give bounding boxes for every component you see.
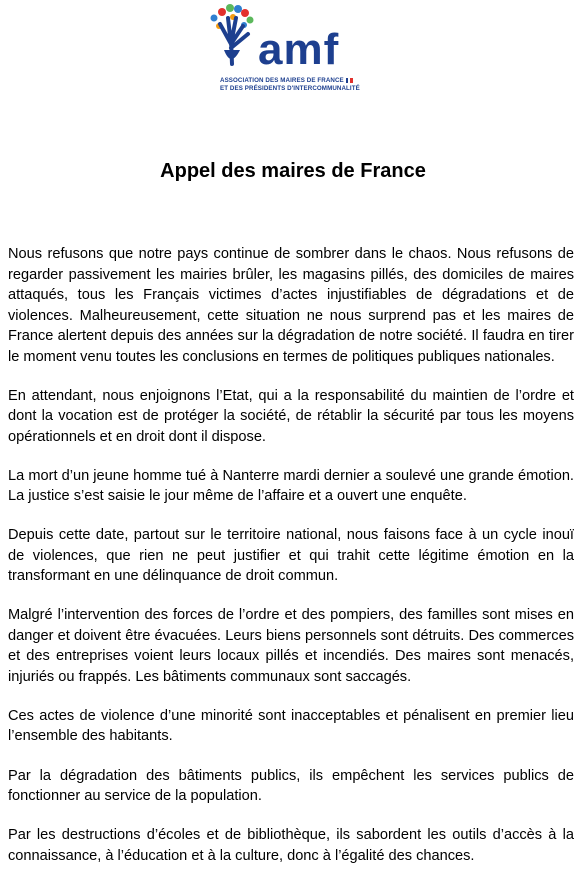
paragraph: Malgré l’intervention des forces de l’ordre et des pompiers, des familles sont mises en danger et doivent être évacuées. Leurs biens personnels sont détruits. Des commerces et des entreprises voient leurs locaux pillés et incendiés. Des maires sont menacés, injuriés ou frappés. Les bâtiments communaux sont saccagés. [8,607,574,685]
logo-subtitle-line1: ASSOCIATION DES MAIRES DE FRANCE [220,77,344,84]
paragraph: La mort d’un jeune homme tué à Nanterre mardi dernier a soulevé une grande émotion. La justice s’est saisie le jour même de l’affaire et a ouvert une enquête. [8,467,574,505]
amf-logo [200,4,390,96]
logo-subtitle [220,77,390,93]
paragraph: Par les destructions d’écoles et de bibliothèque, ils sabordent les outils d’accès à la connaissance, à l’éducation et à la culture, donc à l’égalité des chances. [8,827,574,864]
document-body [8,244,574,885]
document-title: Appel des maires de France [160,160,426,182]
logo-subtitle-line2: ET DES PRÉSIDENTS D'INTERCOMMUNALITÉ [220,85,360,92]
amf-wordmark: amf [258,25,340,74]
amf-logo-icon [200,4,390,78]
paragraph: En attendant, nous enjoignons l’Etat, qui a la responsabilité du maintien de l’ordre et dont la vocation est de protéger la société, de rétablir la sécurité par tous les moyens opérationnels et en droit dont il dispose. [8,387,574,445]
french-flag-icon [346,78,353,83]
paragraph: Depuis cette date, partout sur le territoire national, nous faisons face à un cycle inouï de violences, que rien ne peut justifier et qui trahit cette légitime émotion en la transformant en une délinquance de droit commun. [8,527,574,585]
paragraph: Nous refusons que notre pays continue de sombrer dans le chaos. Nous refusons de regarder passivement les mairies brûler, les magasins pillés, des domiciles de maires attaqués, tous les Français victimes d’actes injustifiables de dégradations et de violences. Malheureusement, cette situation ne nous surprend pas et les maires de France alertent depuis des années sur la dégradation de notre société. Il faudra en tirer le moment venu toutes les conclusions en termes de politiques publiques nationales. [8,246,574,365]
hand-tree-icon [211,4,254,64]
paragraph: Par la dégradation des bâtiments publics, ils empêchent les services publics de fonctionner au service de la population. [8,767,574,805]
paragraph: Ces actes de violence d’une minorité sont inacceptables et pénalisent en premier lieu l’ensemble des habitants. [8,707,574,745]
